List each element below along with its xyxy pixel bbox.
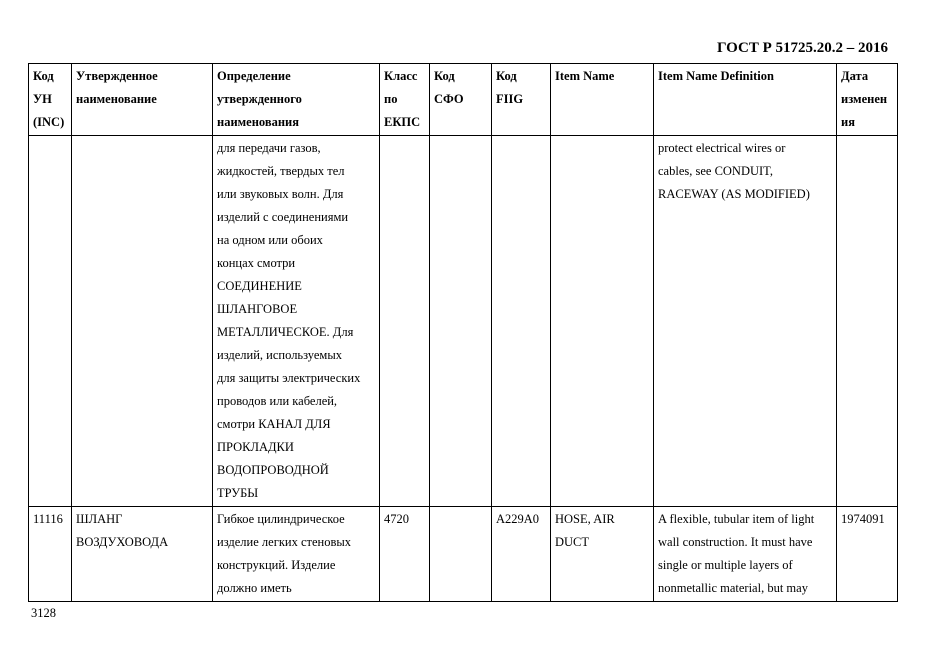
cell-sfo [430,136,492,507]
cell-fiig [492,136,551,507]
cell-inc [29,136,72,507]
col-header-item-definition: Item Name Definition [654,64,837,136]
cell-sfo [430,507,492,602]
page-number: 3128 [31,606,56,620]
cell-approved-name: ШЛАНГ ВОЗДУХОВОДА [72,507,213,602]
document-code: ГОСТ Р 51725.20.2 – 2016 [716,40,888,56]
cell-item-definition: protect electrical wires or cables, see CONDUIT, RACEWAY (AS MODIFIED) [654,136,837,507]
cell-class [380,136,430,507]
cell-definition: Гибкое цилиндрическое изделие легких стеновых конструкций. Изделие должно иметь [213,507,380,602]
col-header-approved-name: Утвержденное наименование [72,64,213,136]
table-header-row [29,64,898,136]
cell-item-definition: A flexible, tubular item of light wall construction. It must have single or multiple layers of nonmetallic material, but may [654,507,837,602]
cell-change-date [837,136,898,507]
col-header-definition: Определение утвержденного наименования [213,64,380,136]
col-header-sfo: Код СФО [430,64,492,136]
cell-inc: 11116 [29,507,72,602]
col-header-item-name: Item Name [551,64,654,136]
table-row [29,507,898,602]
col-header-inc: Код УН (INC) [29,64,72,136]
cell-item-name: HOSE, AIR DUCT [551,507,654,602]
cell-definition: для передачи газов, жидкостей, твердых тел или звуковых волн. Для изделий с соединениями на одном или обоих концах смотри СОЕДИНЕНИЕ ШЛАНГОВОЕ МЕТАЛЛИЧЕСКОЕ. Для изделий, используемых для защиты электрических проводов или кабелей, смотри КАНАЛ ДЛЯ ПРОКЛАДКИ ВОДОПРОВОДНОЙ ТРУБЫ [213,136,380,507]
catalog-table [28,63,898,602]
cell-approved-name [72,136,213,507]
col-header-fiig: Код FIIG [492,64,551,136]
table-row [29,136,898,507]
cell-fiig: A229A0 [492,507,551,602]
col-header-class: Класс по ЕКПС [380,64,430,136]
cell-change-date: 1974091 [837,507,898,602]
cell-class: 4720 [380,507,430,602]
col-header-change-date: Дата изменен ия [837,64,898,136]
cell-item-name [551,136,654,507]
